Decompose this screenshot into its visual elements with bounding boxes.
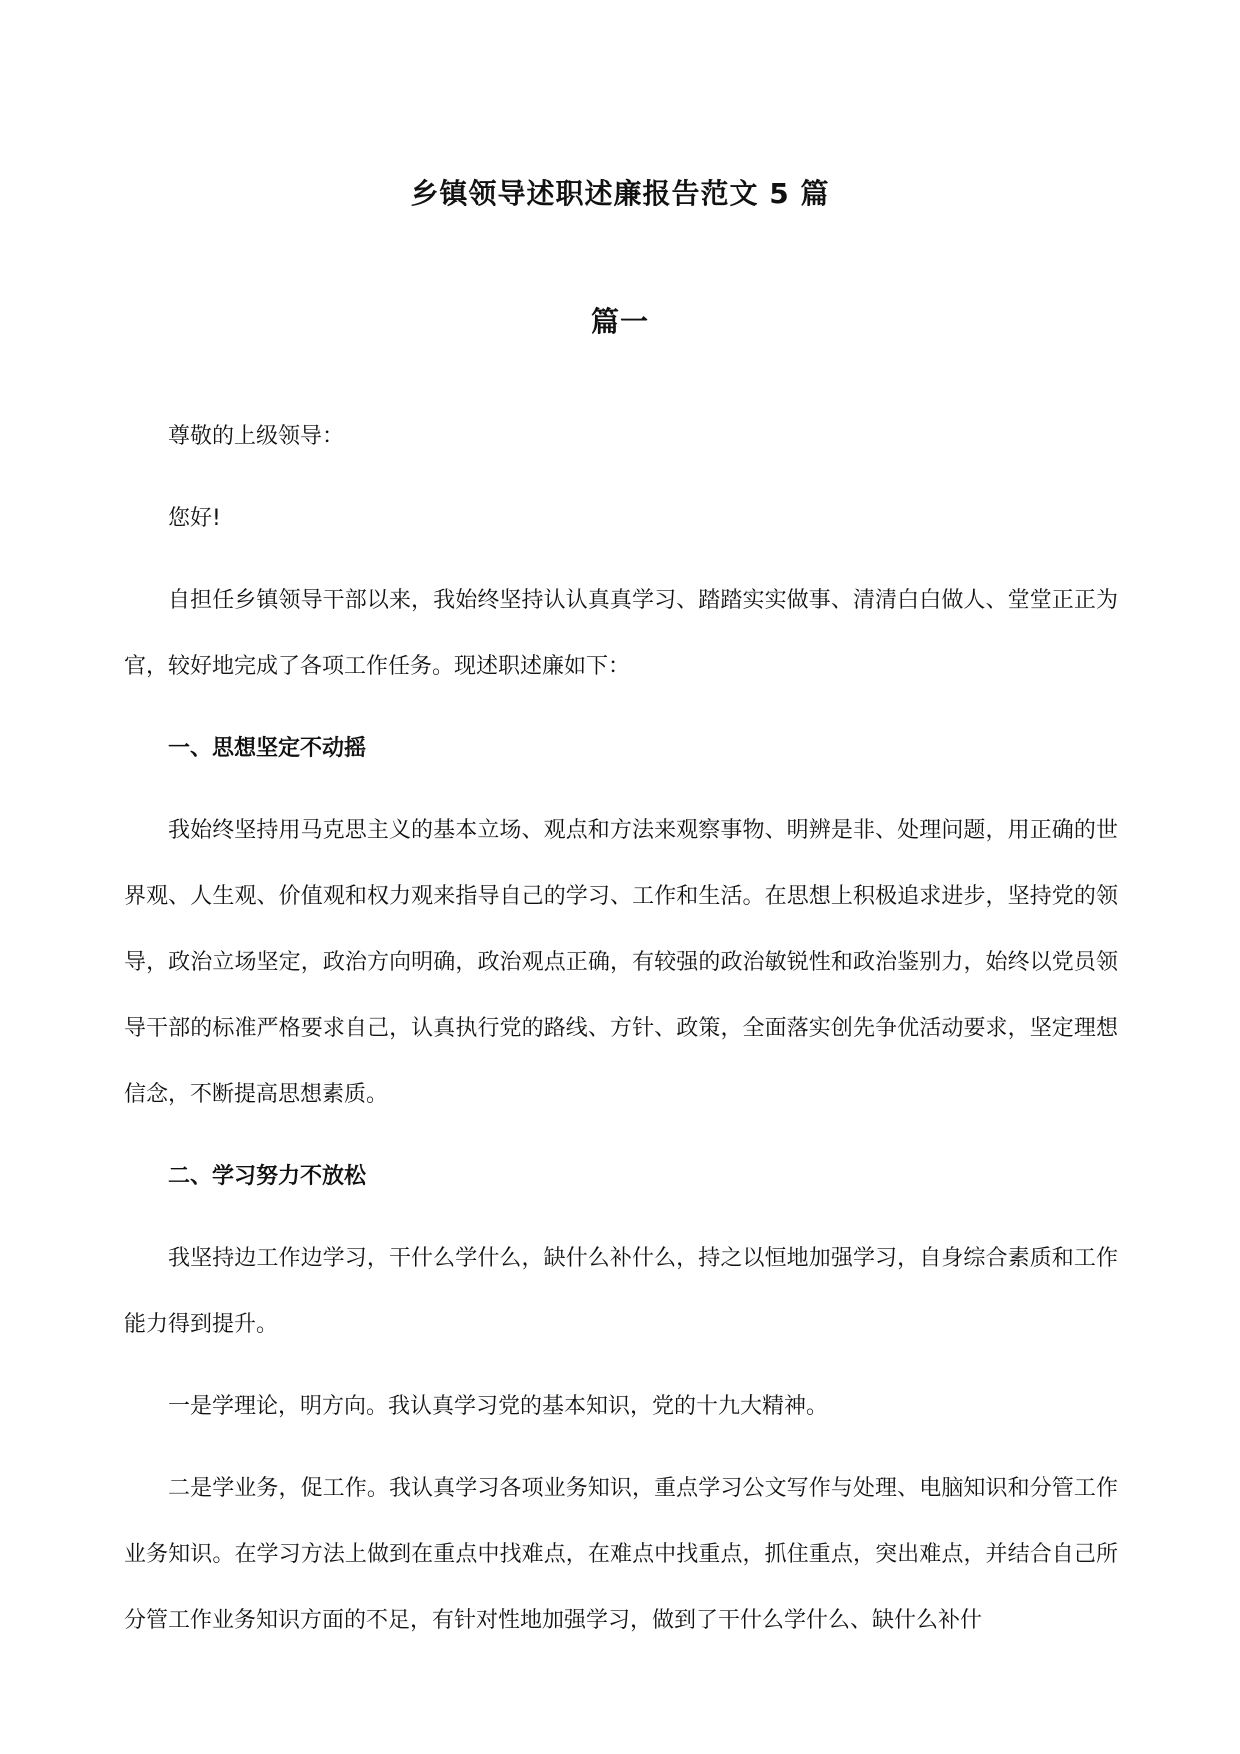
document-body: [124, 404, 1118, 1670]
greeting: 您好!: [168, 506, 221, 531]
section-title: 篇一: [590, 305, 649, 338]
paragraph-theory: 一是学理论，明方向。我认真学习党的基本知识，党的十九大精神。: [168, 1394, 829, 1419]
paragraph-study: 我坚持边工作边学习，干什么学什么，缺什么补什么，持之以恒地加强学习，自身综合素质和工作能力得到提升。: [124, 1246, 1118, 1337]
heading-2: 二、学习努力不放松: [168, 1164, 367, 1189]
paragraph-business: 二是学业务，促工作。我认真学习各项业务知识，重点学习公文写作与处理、电脑知识和分管工作业务知识。在学习方法上做到在重点中找难点，在难点中找重点，抓住重点，突出难点，并结合自己所分管工作业务知识方面的不足，有针对性地加强学习，做到了干什么学什么、缺什么补什: [124, 1476, 1118, 1633]
document-title: 乡镇领导述职述廉报告范文 5 篇: [410, 177, 830, 210]
intro-paragraph: 自担任乡镇领导干部以来，我始终坚持认认真真学习、踏踏实实做事、清清白白做人、堂堂正正为官，较好地完成了各项工作任务。现述职述廉如下：: [124, 588, 1118, 679]
paragraph-thought: 我始终坚持用马克思主义的基本立场、观点和方法来观察事物、明辨是非、处理问题，用正确的世界观、人生观、价值观和权力观来指导自己的学习、工作和生活。在思想上积极追求进步，坚持党的领导，政治立场坚定，政治方向明确，政治观点正确，有较强的政治敏锐性和政治鉴别力，始终以党员领导干部的标准严格要求自己，认真执行党的路线、方针、政策，全面落实创先争优活动要求，坚定理想信念，不断提高思想素质。: [124, 818, 1118, 1107]
heading-1: 一、思想坚定不动摇: [168, 736, 367, 761]
salutation: 尊敬的上级领导：: [168, 424, 345, 449]
